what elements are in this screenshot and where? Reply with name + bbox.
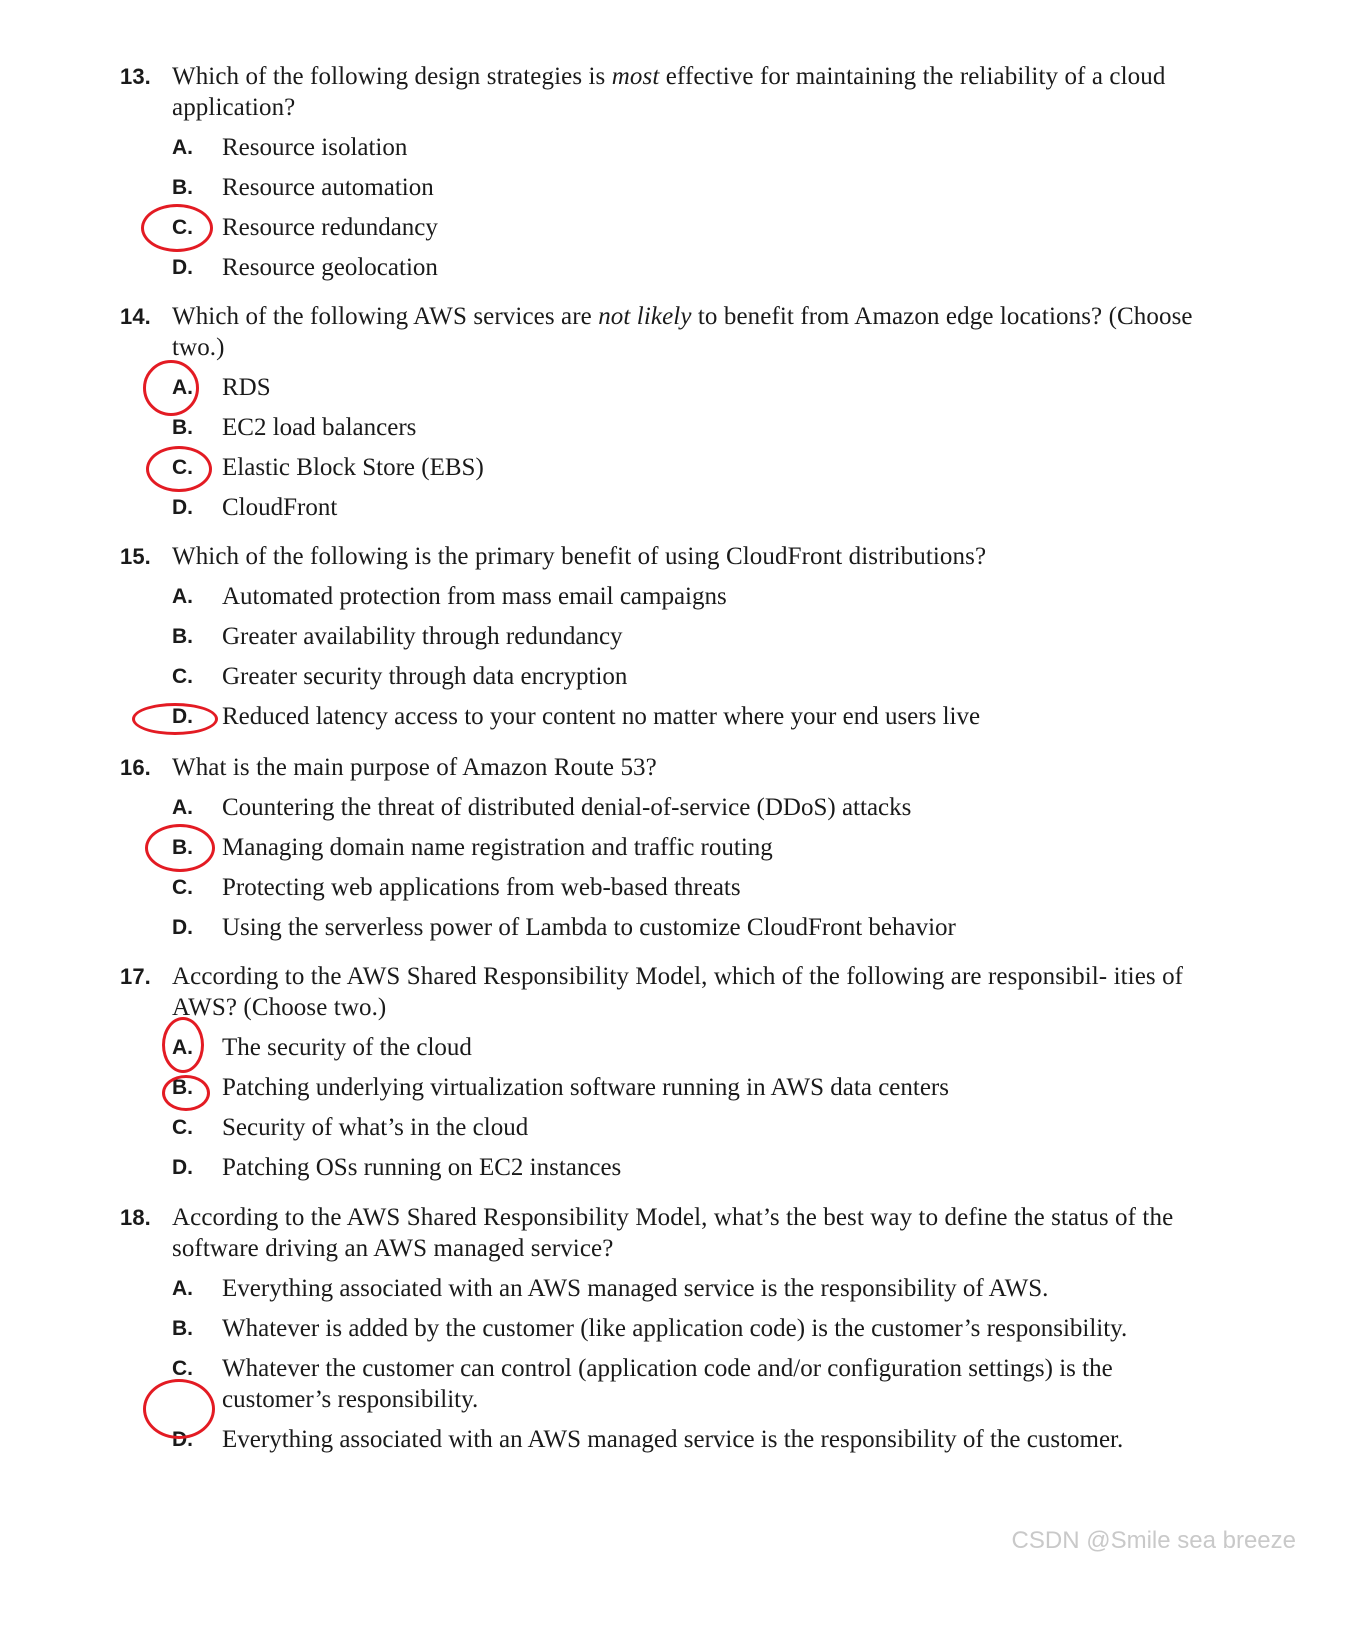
option-b bbox=[120, 412, 1220, 443]
option-letter: A. bbox=[172, 1277, 193, 1300]
stem-text: Which of the following design strategies is bbox=[172, 63, 612, 90]
option-d bbox=[120, 701, 1220, 732]
option-letter: C. bbox=[172, 216, 193, 239]
question-number: 13. bbox=[120, 64, 151, 89]
question-16 bbox=[120, 752, 1220, 943]
option-b bbox=[120, 832, 1220, 863]
question-18 bbox=[120, 1202, 1220, 1455]
option-text: The security of the cloud bbox=[222, 1034, 472, 1061]
option-text: Resource automation bbox=[222, 174, 434, 201]
question-number: 15. bbox=[120, 544, 151, 569]
option-text: Everything associated with an AWS managed service is the responsibility of the customer. bbox=[222, 1426, 1124, 1453]
option-text: Whatever the customer can control (application code and/or configuration settings) is the customer’s responsibility. bbox=[222, 1355, 1113, 1413]
option-letter: B. bbox=[172, 176, 193, 199]
option-b bbox=[120, 172, 1220, 203]
option-list bbox=[120, 372, 1220, 523]
option-a bbox=[120, 792, 1220, 823]
option-letter: B. bbox=[172, 416, 193, 439]
option-list bbox=[120, 132, 1220, 283]
option-letter: D. bbox=[172, 256, 193, 279]
option-letter: D. bbox=[172, 1156, 193, 1179]
stem-emphasis: not likely bbox=[598, 303, 692, 330]
stem-text: According to the AWS Shared Responsibility Model, what’s the best way to define the status of the software driving an AWS managed service? bbox=[172, 1204, 1174, 1262]
option-b bbox=[120, 1072, 1220, 1103]
option-text: Resource geolocation bbox=[222, 254, 438, 281]
question-stem bbox=[120, 541, 1220, 572]
question-stem bbox=[120, 61, 1220, 123]
option-list bbox=[120, 792, 1220, 943]
stem-emphasis: most bbox=[611, 63, 660, 90]
stem-text: According to the AWS Shared Responsibility Model, which of the following are responsibil- ities of AWS? (Choose two.) bbox=[172, 963, 1184, 1021]
option-text: Security of what’s in the cloud bbox=[222, 1114, 529, 1141]
question-number: 17. bbox=[120, 964, 151, 989]
option-text: Resource isolation bbox=[222, 134, 408, 161]
option-d bbox=[120, 492, 1220, 523]
option-text: Greater availability through redundancy bbox=[222, 623, 623, 650]
option-d bbox=[120, 252, 1220, 283]
option-letter: A. bbox=[172, 585, 193, 608]
option-text: Using the serverless power of Lambda to customize CloudFront behavior bbox=[222, 914, 956, 941]
option-list bbox=[120, 1032, 1220, 1183]
option-b bbox=[120, 1313, 1220, 1344]
option-letter: D. bbox=[172, 496, 193, 519]
stem-text: Which of the following is the primary benefit of using CloudFront distributions? bbox=[172, 543, 987, 570]
option-c bbox=[120, 1112, 1220, 1143]
option-c bbox=[120, 212, 1220, 243]
option-text: Countering the threat of distributed denial-of-service (DDoS) attacks bbox=[222, 794, 912, 821]
stem-text: to benefit from Amazon edge locations? (Choose two.) bbox=[172, 303, 1193, 361]
question-stem bbox=[120, 961, 1220, 1023]
option-letter: C. bbox=[172, 1116, 193, 1139]
stem-text: What is the main purpose of Amazon Route 53? bbox=[172, 754, 657, 781]
option-letter: A. bbox=[172, 136, 193, 159]
question-17 bbox=[120, 961, 1220, 1183]
option-letter: C. bbox=[172, 876, 193, 899]
option-a bbox=[120, 581, 1220, 612]
option-letter: C. bbox=[172, 665, 193, 688]
option-d bbox=[120, 1424, 1220, 1455]
option-letter: B. bbox=[172, 625, 193, 648]
option-c bbox=[120, 661, 1220, 692]
option-text: Patching underlying virtualization software running in AWS data centers bbox=[222, 1074, 949, 1101]
question-number: 14. bbox=[120, 304, 151, 329]
option-c bbox=[120, 1353, 1220, 1415]
option-text: Whatever is added by the customer (like application code) is the customer’s responsibility. bbox=[222, 1315, 1128, 1342]
question-13 bbox=[120, 61, 1220, 283]
option-b bbox=[120, 621, 1220, 652]
stem-text: effective for maintaining the reliability of a cloud application? bbox=[172, 63, 1166, 121]
option-text: RDS bbox=[222, 374, 271, 401]
watermark: CSDN @Smile sea breeze bbox=[1011, 1527, 1296, 1554]
option-list bbox=[120, 581, 1220, 732]
option-letter: D. bbox=[172, 1428, 193, 1451]
option-letter: A. bbox=[172, 1036, 193, 1059]
option-d bbox=[120, 1152, 1220, 1183]
option-letter: A. bbox=[172, 376, 193, 399]
question-stem bbox=[120, 301, 1220, 363]
option-text: Reduced latency access to your content no matter where your end users live bbox=[222, 703, 981, 730]
option-text: Automated protection from mass email campaigns bbox=[222, 583, 727, 610]
option-letter: D. bbox=[172, 916, 193, 939]
question-number: 16. bbox=[120, 755, 151, 780]
option-text: Elastic Block Store (EBS) bbox=[222, 454, 484, 481]
option-c bbox=[120, 872, 1220, 903]
option-a bbox=[120, 1273, 1220, 1304]
option-text: Greater security through data encryption bbox=[222, 663, 628, 690]
option-list bbox=[120, 1273, 1220, 1455]
option-letter: D. bbox=[172, 705, 193, 728]
option-c bbox=[120, 452, 1220, 483]
option-letter: B. bbox=[172, 1317, 193, 1340]
question-14 bbox=[120, 301, 1220, 523]
option-text: Protecting web applications from web-based threats bbox=[222, 874, 741, 901]
option-a bbox=[120, 1032, 1220, 1063]
option-text: CloudFront bbox=[222, 494, 338, 521]
option-text: Managing domain name registration and traffic routing bbox=[222, 834, 773, 861]
option-letter: B. bbox=[172, 1076, 193, 1099]
stem-text: Which of the following AWS services are bbox=[172, 303, 599, 330]
option-text: Resource redundancy bbox=[222, 214, 438, 241]
option-text: Everything associated with an AWS managed service is the responsibility of AWS. bbox=[222, 1275, 1049, 1302]
question-stem bbox=[120, 1202, 1220, 1264]
option-text: Patching OSs running on EC2 instances bbox=[222, 1154, 622, 1181]
option-text: EC2 load balancers bbox=[222, 414, 417, 441]
question-stem bbox=[120, 752, 1220, 783]
option-d bbox=[120, 912, 1220, 943]
option-letter: C. bbox=[172, 456, 193, 479]
question-15 bbox=[120, 541, 1220, 732]
option-a bbox=[120, 132, 1220, 163]
option-letter: B. bbox=[172, 836, 193, 859]
question-number: 18. bbox=[120, 1205, 151, 1230]
option-a bbox=[120, 372, 1220, 403]
option-letter: A. bbox=[172, 796, 193, 819]
option-letter: C. bbox=[172, 1357, 193, 1380]
